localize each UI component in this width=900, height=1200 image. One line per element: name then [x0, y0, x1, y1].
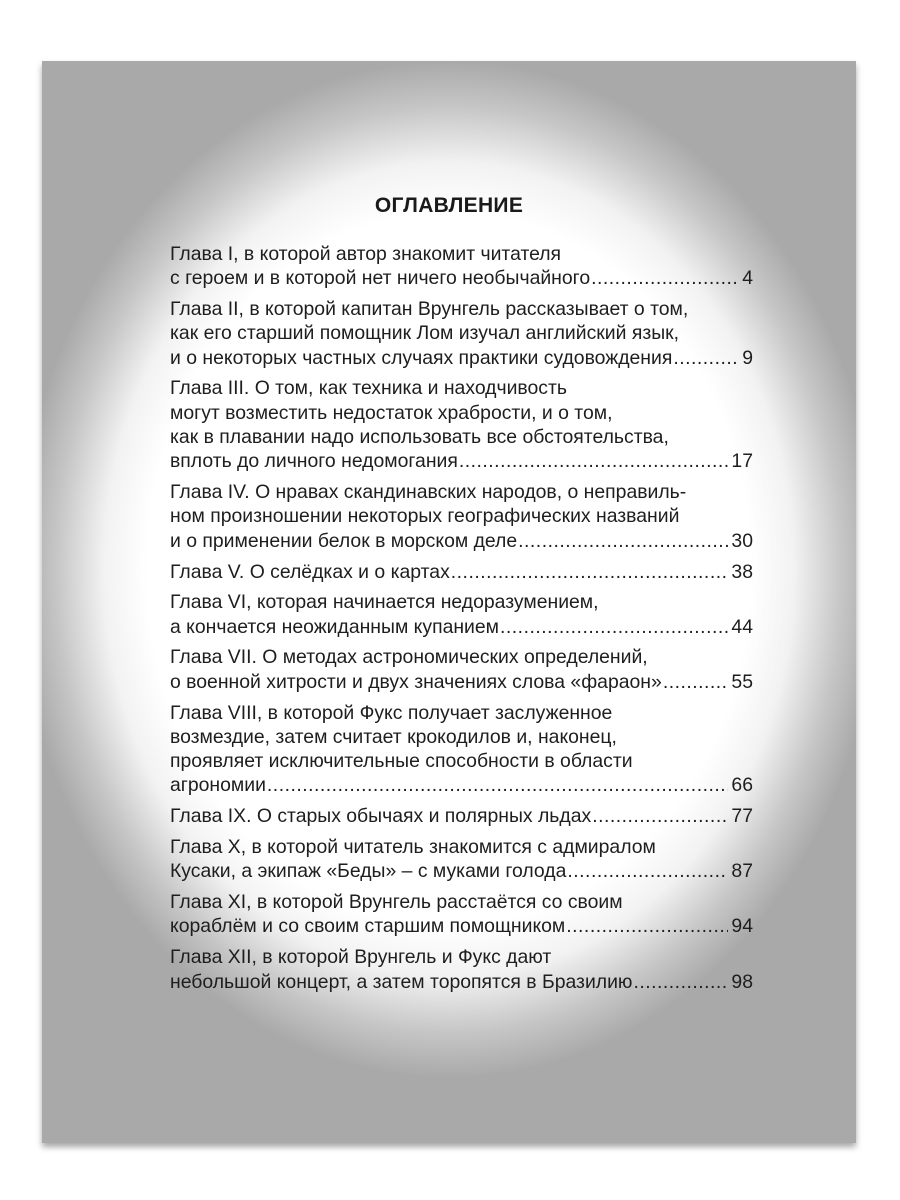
toc-page-number: 4	[742, 267, 753, 290]
dot-leader	[592, 804, 728, 828]
dot-leader	[267, 773, 729, 797]
toc-entry	[170, 890, 753, 939]
toc-page-number: 30	[731, 529, 753, 552]
toc-entry-text: Кусаки, а экипаж «Беды» – с муками голода	[170, 860, 567, 883]
toc-entry	[170, 297, 753, 370]
toc-entry-line: Глава XI, в которой Врунгель расстаётся со своим	[170, 891, 623, 914]
toc-page-number: 44	[731, 615, 753, 638]
toc-entry	[170, 560, 753, 584]
toc-entry-last-line	[170, 346, 753, 370]
toc-entry-last-line	[170, 970, 753, 994]
toc-entry	[170, 645, 753, 694]
toc-entry-last-line	[170, 914, 753, 938]
toc-entry-text: и о применении белок в морском деле	[170, 529, 518, 552]
dot-leader	[566, 914, 728, 938]
dot-leader	[591, 266, 739, 290]
toc-page-number: 66	[731, 774, 753, 797]
toc-entry-line: как в плавании надо использовать все обстоятельства,	[170, 426, 669, 449]
toc-entry-text: и о некоторых частных случаях практики судовождения	[170, 346, 673, 369]
toc-entry	[170, 590, 753, 639]
dot-leader	[633, 970, 728, 994]
dot-leader	[459, 449, 729, 473]
toc-entry-last-line	[170, 804, 753, 828]
toc-entry-line: Глава X, в которой читатель знакомится с адмиралом	[170, 836, 656, 859]
toc-entry-line: Глава III. О том, как техника и находчивость	[170, 377, 567, 400]
dot-leader	[663, 670, 729, 694]
toc-entry-text: Глава V. О селёдках и о картах	[170, 560, 450, 583]
toc-entry-line: как его старший помощник Лом изучал английский язык,	[170, 322, 680, 345]
toc-entry-text: Глава IX. О старых обычаях и полярных льдах	[170, 805, 592, 828]
toc-entry-last-line	[170, 266, 753, 290]
toc-page-number: 98	[731, 970, 753, 993]
toc-entry-last-line	[170, 615, 753, 639]
toc-entry	[170, 242, 753, 291]
toc-entry-last-line	[170, 449, 753, 473]
book-page	[42, 61, 856, 1143]
toc-page-number: 55	[731, 670, 753, 693]
dot-leader	[518, 529, 728, 553]
toc-entry-line: могут возместить недостаток храбрости, и о том,	[170, 401, 613, 424]
toc-entry-text: а кончается неожиданным купанием	[170, 615, 500, 638]
toc-entry-line: Глава VII. О методах астрономических определений,	[170, 646, 648, 669]
toc-entry-text: небольшой концерт, а затем торопятся в Бразилию	[170, 970, 633, 993]
toc-entry-line: Глава VIII, в которой Фукс получает заслуженное	[170, 701, 613, 724]
toc-entry-last-line	[170, 773, 753, 797]
toc-entry-line: Глава XII, в которой Врунгель и Фукс дают	[170, 946, 552, 969]
toc-page-number: 94	[731, 915, 753, 938]
toc-page-number: 38	[731, 560, 753, 583]
toc-entry-line: Глава IV. О нравах скандинавских народов, о неправиль-	[170, 481, 687, 504]
toc-entry-last-line	[170, 529, 753, 553]
toc-entry	[170, 945, 753, 994]
toc-entry-text: о военной хитрости и двух значениях слова «фараон»	[170, 670, 662, 693]
toc-entry-text: с героем и в которой нет ничего необычайного	[170, 267, 591, 290]
toc-list	[170, 242, 753, 1000]
toc-title: ОГЛАВЛЕНИЕ	[374, 194, 524, 217]
toc-entry-last-line	[170, 560, 753, 584]
toc-page-number: 9	[742, 346, 753, 369]
toc-entry-text: кораблём и со своим старшим помощником	[170, 915, 566, 938]
toc-page-number: 77	[731, 805, 753, 828]
dot-leader	[567, 859, 728, 883]
toc-entry	[170, 376, 753, 473]
toc-page-number: 87	[731, 860, 753, 883]
dot-leader	[673, 346, 739, 370]
toc-entry-last-line	[170, 670, 753, 694]
toc-entry-line: Глава II, в которой капитан Врунгель рассказывает о том,	[170, 298, 689, 321]
toc-entry	[170, 835, 753, 884]
toc-entry-line: ном произношении некоторых географических названий	[170, 505, 680, 528]
toc-entry	[170, 480, 753, 553]
toc-entry-line: Глава VI, которая начинается недоразумением,	[170, 591, 599, 614]
toc-entry-text: вплоть до личного недомогания	[170, 450, 458, 473]
toc-entry-text: агрономии	[170, 774, 266, 797]
toc-entry-last-line	[170, 859, 753, 883]
toc-entry	[170, 804, 753, 828]
dot-leader	[500, 615, 728, 639]
toc-entry-line: проявляет исключительные способности в области	[170, 750, 633, 773]
dot-leader	[451, 560, 729, 584]
toc-entry-line: возмездие, затем считает крокодилов и, наконец,	[170, 725, 617, 748]
toc-entry-line: Глава I, в которой автор знакомит читателя	[170, 243, 562, 265]
toc-page-number: 17	[731, 450, 753, 473]
toc-entry	[170, 701, 753, 798]
